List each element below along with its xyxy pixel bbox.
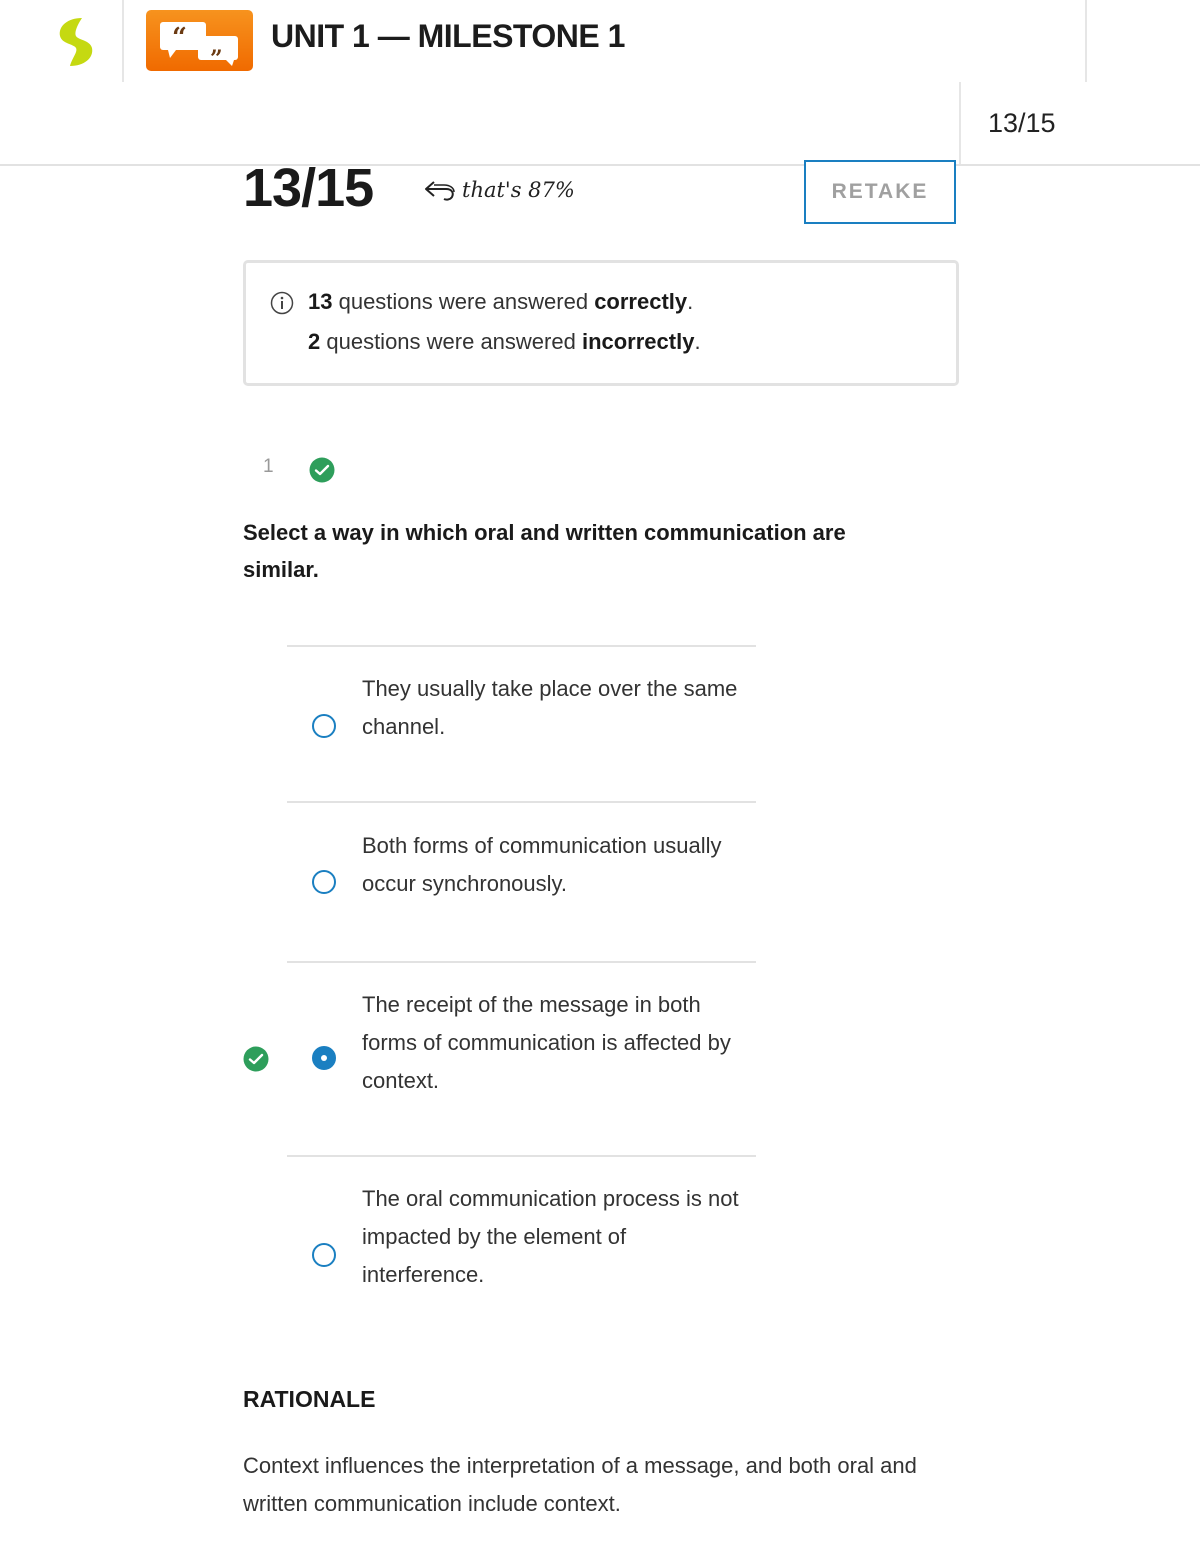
- unit-title: UNIT 1 — MILESTONE 1: [271, 18, 625, 54]
- rationale-title: RATIONALE: [243, 1386, 376, 1412]
- correct-answer-check-icon: [243, 1046, 269, 1072]
- unit-badge: [146, 10, 253, 71]
- retake-button[interactable]: RETAKE: [804, 160, 956, 224]
- option-label: The receipt of the message in both forms of communication is affected by context.: [362, 992, 731, 1093]
- question-text: Select a way in which oral and written communication are similar.: [243, 520, 846, 582]
- correct-count: 13: [308, 289, 333, 314]
- curved-arrow-icon: [424, 178, 456, 202]
- info-icon: [270, 291, 294, 315]
- option-label: Both forms of communication usually occur synchronously.: [362, 833, 722, 896]
- score-bar-divider: [959, 82, 961, 164]
- radio-button[interactable]: [312, 1243, 336, 1267]
- correct-word: correctly: [594, 289, 688, 314]
- svg-text:“: “: [172, 23, 187, 53]
- top-header: [0, 0, 1200, 82]
- sophia-logo-icon[interactable]: [52, 14, 100, 70]
- option-label: The oral communication process is not impacted by the element of interference.: [362, 1186, 739, 1287]
- score-value: 13/15: [243, 158, 374, 218]
- radio-button[interactable]: [312, 714, 336, 738]
- header-divider: [122, 0, 124, 82]
- correct-end: .: [687, 289, 694, 314]
- svg-text:”: ”: [210, 46, 223, 71]
- incorrect-summary: [308, 329, 701, 355]
- incorrect-text: questions were answered: [320, 329, 582, 354]
- incorrect-word: incorrectly: [581, 329, 695, 354]
- results-summary: [243, 260, 959, 386]
- option-divider: [287, 961, 756, 963]
- header-divider: [1085, 0, 1087, 82]
- correct-summary: [308, 289, 693, 315]
- option-divider: [287, 645, 756, 647]
- correct-text: questions were answered: [332, 289, 595, 314]
- question-number: 1: [263, 456, 274, 477]
- option-divider: [287, 801, 756, 803]
- percent-text: that's 87%: [462, 178, 575, 202]
- rationale-text: Context influences the interpretation of a message, and both oral and written communication include context.: [243, 1453, 917, 1516]
- incorrect-count: 2: [308, 329, 321, 354]
- check-circle-icon: [309, 457, 335, 483]
- radio-button-selected[interactable]: [312, 1046, 336, 1070]
- option-divider: [287, 1155, 756, 1157]
- percent-note: [424, 178, 575, 202]
- radio-button[interactable]: [312, 870, 336, 894]
- header-score: 13/15: [988, 108, 1056, 138]
- incorrect-end: .: [694, 329, 701, 354]
- option-label: They usually take place over the same channel.: [362, 676, 738, 739]
- speech-bubbles-icon: [146, 10, 253, 71]
